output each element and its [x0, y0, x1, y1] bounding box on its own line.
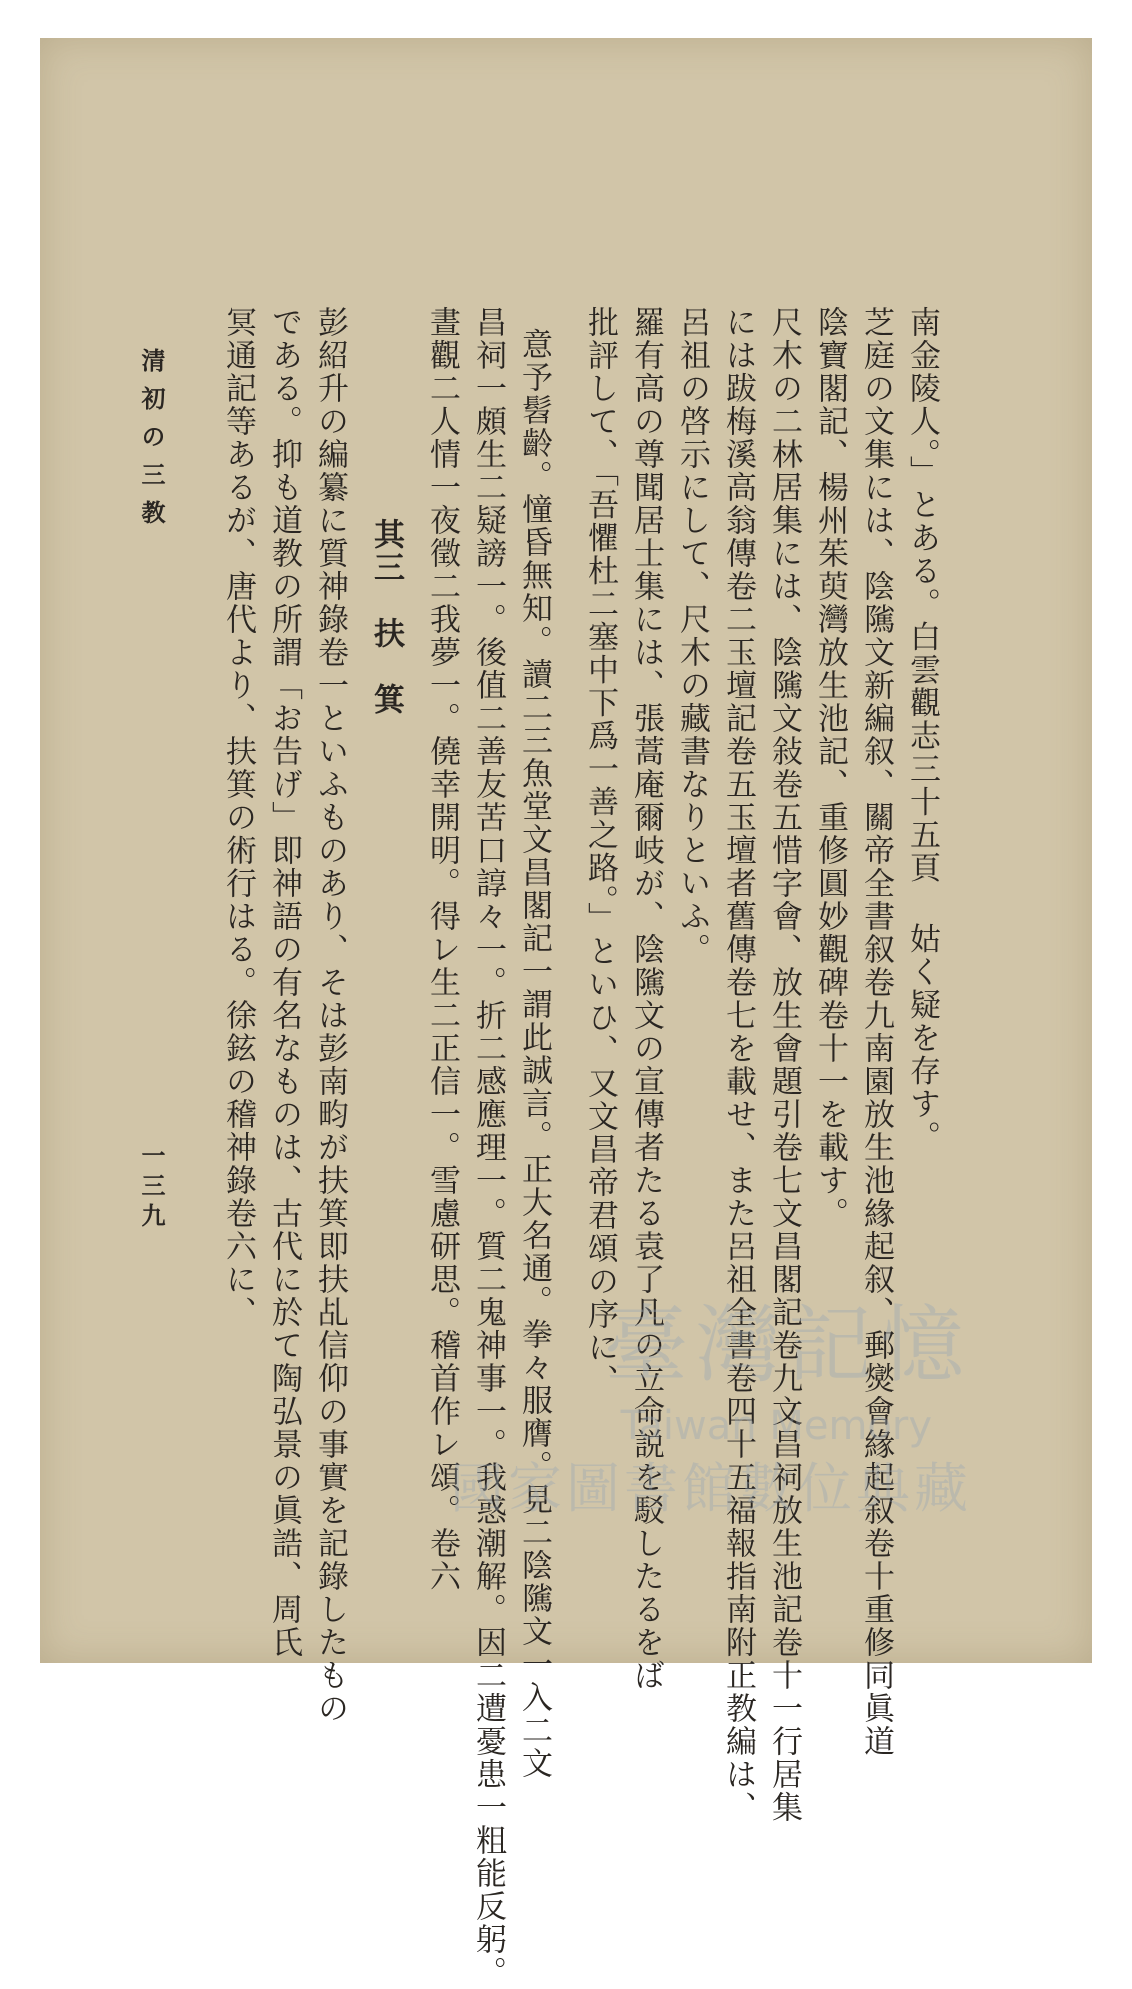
quote-column-3: 晝觀二人情一夜徵二我夢一。僥幸開明。得レ生二正信一。雪慮研思。稽首作レ頌。卷六 — [424, 306, 460, 1593]
text-column-11: 冥通記等あるが、唐代より、扶箕の術行はる。徐鉉の稽神錄卷六に、 — [220, 306, 256, 1329]
quote-column-1: 意予髫齡。憧昏無知。讀二三魚堂文昌閣記一謂此誠言。正大名通。拳々服膺。見二陰隲文一入二文 — [516, 328, 552, 1780]
watermark-chinese: 國家圖書館數位典藏 — [450, 1457, 972, 1520]
text-column-4: 尺木の二林居集には、陰隲文敍卷五惜字會、放生會題引卷七文昌閣記卷九文昌祠放生池記卷十一行居集 — [766, 306, 802, 1824]
text-column-3: 陰寶閣記、楊州茱萸灣放生池記、重修圓妙觀碑卷十一を載す。 — [812, 306, 848, 1230]
text-column-5: には跋梅溪高翁傳卷二玉壇記卷五玉壇者舊傳卷七を載せ、また呂祖全書卷四十五福報指南附正教編は、 — [720, 306, 756, 1824]
watermark-calligraphy: 臺灣記憶 — [603, 1296, 972, 1394]
text-column-6: 呂祖の啓示にして、尺木の藏書なりといふ。 — [674, 306, 710, 966]
watermark-english: Taiwan Memory — [620, 1403, 932, 1449]
page-number: 一三九 — [137, 1143, 166, 1233]
quote-column-2: 昌祠一頗生二疑謗一。後值二善友苦口諄々一。折二感應理一。質二鬼神事一。我惑潮解。因二遭憂患一粗能反躬。 — [470, 306, 506, 1989]
text-column-9: 彭紹升の編纂に質神錄卷一といふものあり、そは彭南畇が扶箕即扶乩信仰の事實を記錄したもの — [312, 306, 348, 1725]
text-column-7: 羅有高の尊聞居士集には、張蒿庵爾岐が、陰隲文の宣傳者たる袁了凡の立命説を駁したるをば — [628, 306, 664, 1692]
library-watermark — [412, 1278, 972, 1578]
text-column-2: 芝庭の文集には、陰隲文新編叙、關帝全書叙卷九南園放生池緣起叙、郵爕會緣起叙卷十重修同眞道 — [858, 306, 894, 1758]
text-column-8: 批評して、「吾懼杜二塞中下爲一善之路。」といひ、又文昌帝君頌の序に、 — [582, 306, 618, 1397]
section-heading: 其三 扶 箕 — [368, 518, 404, 716]
book-page — [40, 38, 1092, 1989]
text-column-1: 南金陵人。」とある。白雲觀志三十五頁 姑く疑を存す。 — [904, 306, 940, 1154]
text-column-10: である。抑も道教の所謂「お告げ」即神語の有名なものは、古代に於て陶弘景の眞誥、周氏 — [266, 306, 302, 1659]
running-title: 清初の三教 — [137, 348, 166, 538]
